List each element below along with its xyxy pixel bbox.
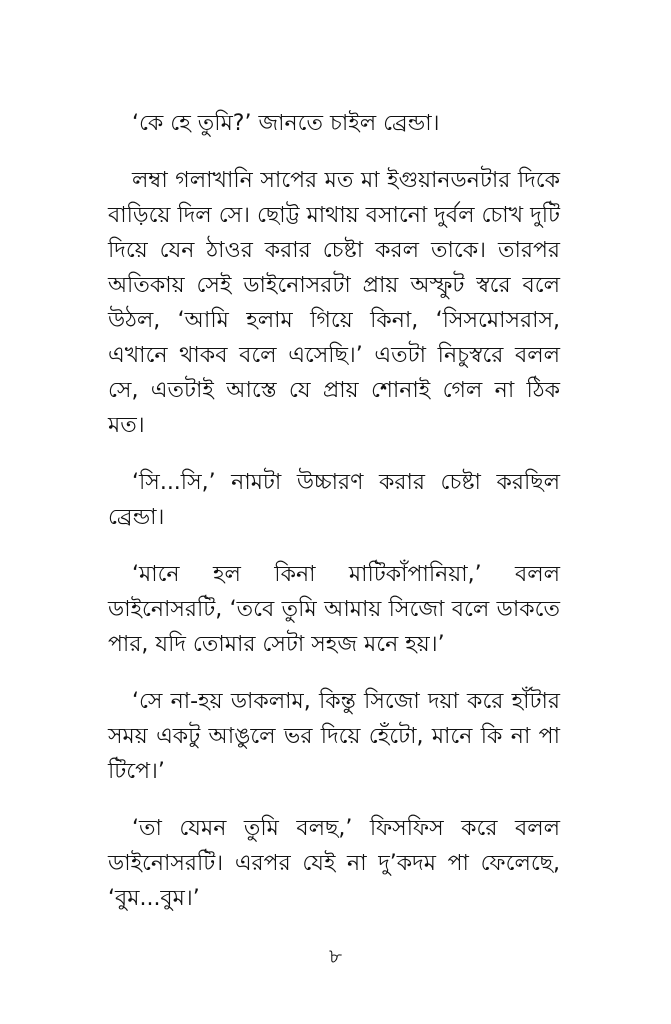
paragraph-4: ‘মানে হল কিনা মাটিকাঁপানিয়া,’ বলল ডাইনোসরটি, ‘তবে তুমি আমায় সিজো বলে ডাকতে পার, যদি তোমার সেটা সহজ মনে হয়।’ [108, 562, 560, 657]
page-body [108, 106, 560, 938]
paragraph-5: ‘সে না-হয় ডাকলাম, কিন্তু সিজো দয়া করে হাঁটার সময় একটু আঙুলে ভর দিয়ে হেঁটো, মানে কি না পা টিপে।’ [108, 689, 560, 784]
page-number: ৮ [329, 944, 342, 968]
paragraph-2: লম্বা গলাখানি সাপের মত মা ইগুয়ানডনটার দিকে বাড়িয়ে দিল সে। ছোট্ট মাথায় বসানো দুর্বল চোখ দুটি দিয়ে যেন ঠাওর করার চেষ্টা করল তাকে। তারপর অতিকায় সেই ডাইনোসরটা প্রায় অস্ফুট স্বরে বলে উঠল, ‘আমি হলাম গিয়ে কিনা, ‘সিসমোসরাস, এখানে থাকব বলে এসেছি।’ এতটা নিচুস্বরে বলল সে, এতটাই আস্তে যে প্রায় শোনাই গেল না ঠিক মত। [108, 168, 560, 438]
paragraph-1: ‘কে হে তুমি?’ জানতে চাইল ব্রেন্ডা। [132, 111, 440, 136]
paragraph-3: ‘সি...সি,’ নামটা উচ্চারণ করার চেষ্টা করছিল ব্রেন্ডা। [108, 470, 560, 530]
paragraph-6: ‘তা যেমন তুমি বলছ,’ ফিসফিস করে বলল ডাইনোসরটি। এরপর যেই না দু’কদম পা ফেলেছে, ‘বুম...বুম।’ [108, 816, 560, 911]
